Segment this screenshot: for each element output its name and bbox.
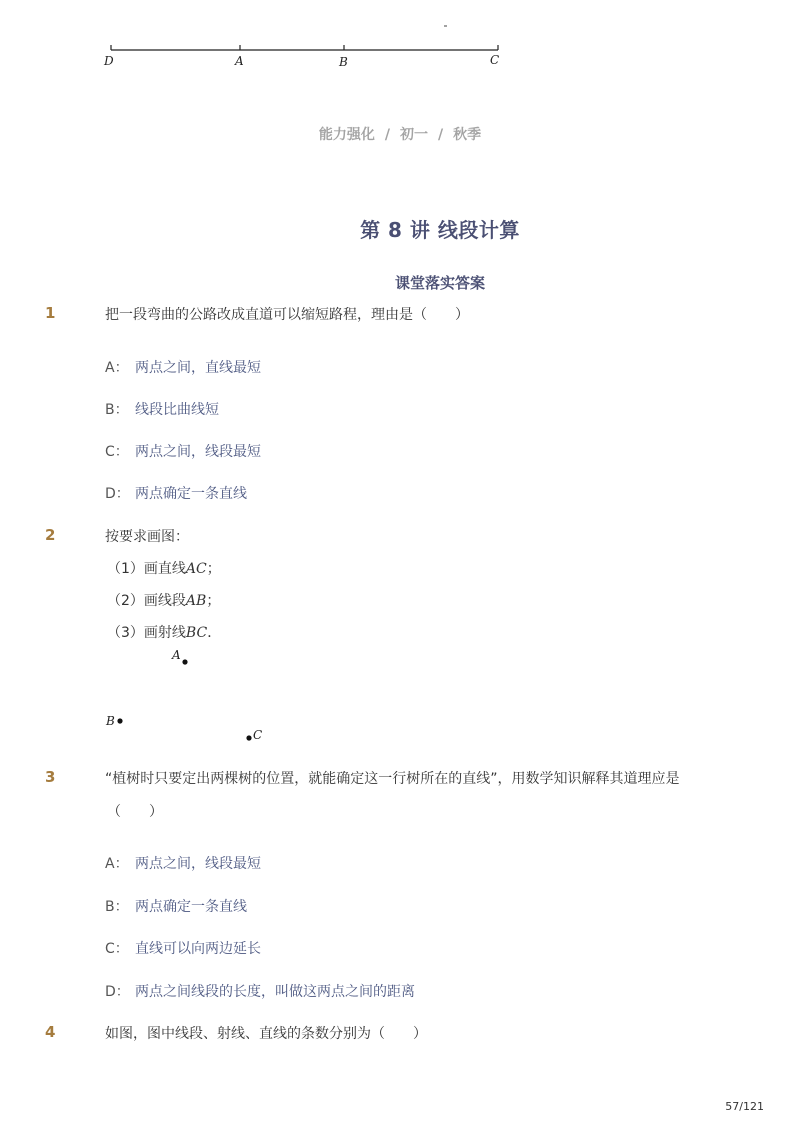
point-a-dot [182,659,187,664]
page-number: 57/121 [725,1100,764,1113]
header-season: 秋季 [453,127,482,143]
header-grade: 初一 [400,127,428,143]
question-number: 2 [45,526,56,544]
sub-item [107,558,221,578]
sub-item-var: AB [185,593,207,609]
section-subtitle: 课堂落实答案 [394,274,485,292]
option-letter: C： [105,444,129,460]
option-text: 两点之间，线段最短 [135,444,261,460]
points-figure [100,645,280,750]
option-text: 两点确定一条直线 [135,486,247,502]
sub-item-var: AC [185,561,207,577]
option-text: 两点确定一条直线 [135,899,247,915]
option-d [105,483,247,503]
point-label-a: A [235,54,244,68]
header-sep: / [438,127,444,143]
question-number: 4 [45,1023,56,1041]
question-text: 按要求画图： [105,529,189,545]
option-letter: A： [105,360,129,376]
question-text: “植树时只要定出两棵树的位置，就能确定这一行树所在的直线”，用数学知识解释其道理应是 [105,771,680,787]
header-breadcrumb [0,124,800,144]
option-letter: D： [105,486,130,502]
sub-item-prefix: （1）画直线 [107,561,186,577]
point-label-a: A [172,648,181,662]
sub-item-prefix: （2）画线段 [107,593,186,609]
sub-item-suffix: ； [206,593,221,609]
sub-item-suffix: ； [206,561,221,577]
option-b [105,399,219,419]
sub-item [107,622,221,642]
option-a [105,853,261,873]
point-b-dot [117,718,122,723]
point-c-dot [246,735,251,740]
option-b [105,896,247,916]
option-text: 两点之间线段的长度，叫做这两点之间的距离 [135,984,415,1000]
lesson-title: 第 8 讲 线段计算 [360,218,520,242]
point-label-b: B [106,714,115,728]
option-letter: D： [105,984,130,1000]
option-text: 两点之间，直线最短 [135,360,261,376]
segment-diagram [100,14,520,76]
sub-item [107,590,220,610]
option-d [105,981,415,1001]
sub-item-var: BC [185,625,208,641]
question-text: 如图，图中线段、射线、直线的条数分别为（ ） [105,1026,427,1042]
point-label-c: C [490,53,500,67]
option-letter: C： [105,941,129,957]
header-sep: / [384,127,390,143]
option-c [105,441,261,461]
option-text: 直线可以向两边延长 [135,941,261,957]
point-label-c: C [253,728,263,742]
sub-item-suffix: ． [207,625,222,641]
point-label-d: D [104,54,114,68]
option-text: 两点之间，线段最短 [135,856,261,872]
question-text: 把一段弯曲的公路改成直道可以缩短路程，理由是（ ） [105,307,469,323]
sub-item-prefix: （3）画射线 [107,625,186,641]
option-text: 线段比曲线短 [135,402,219,418]
option-a [105,357,261,377]
question-number: 1 [45,304,56,322]
option-c [105,938,261,958]
option-letter: B： [105,402,129,418]
header-subject: 能力强化 [318,127,375,143]
question-number: 3 [45,768,56,786]
option-letter: A： [105,856,129,872]
point-label-b: B [339,55,348,69]
option-letter: B： [105,899,129,915]
question-text-cont: （ ） [107,804,163,820]
